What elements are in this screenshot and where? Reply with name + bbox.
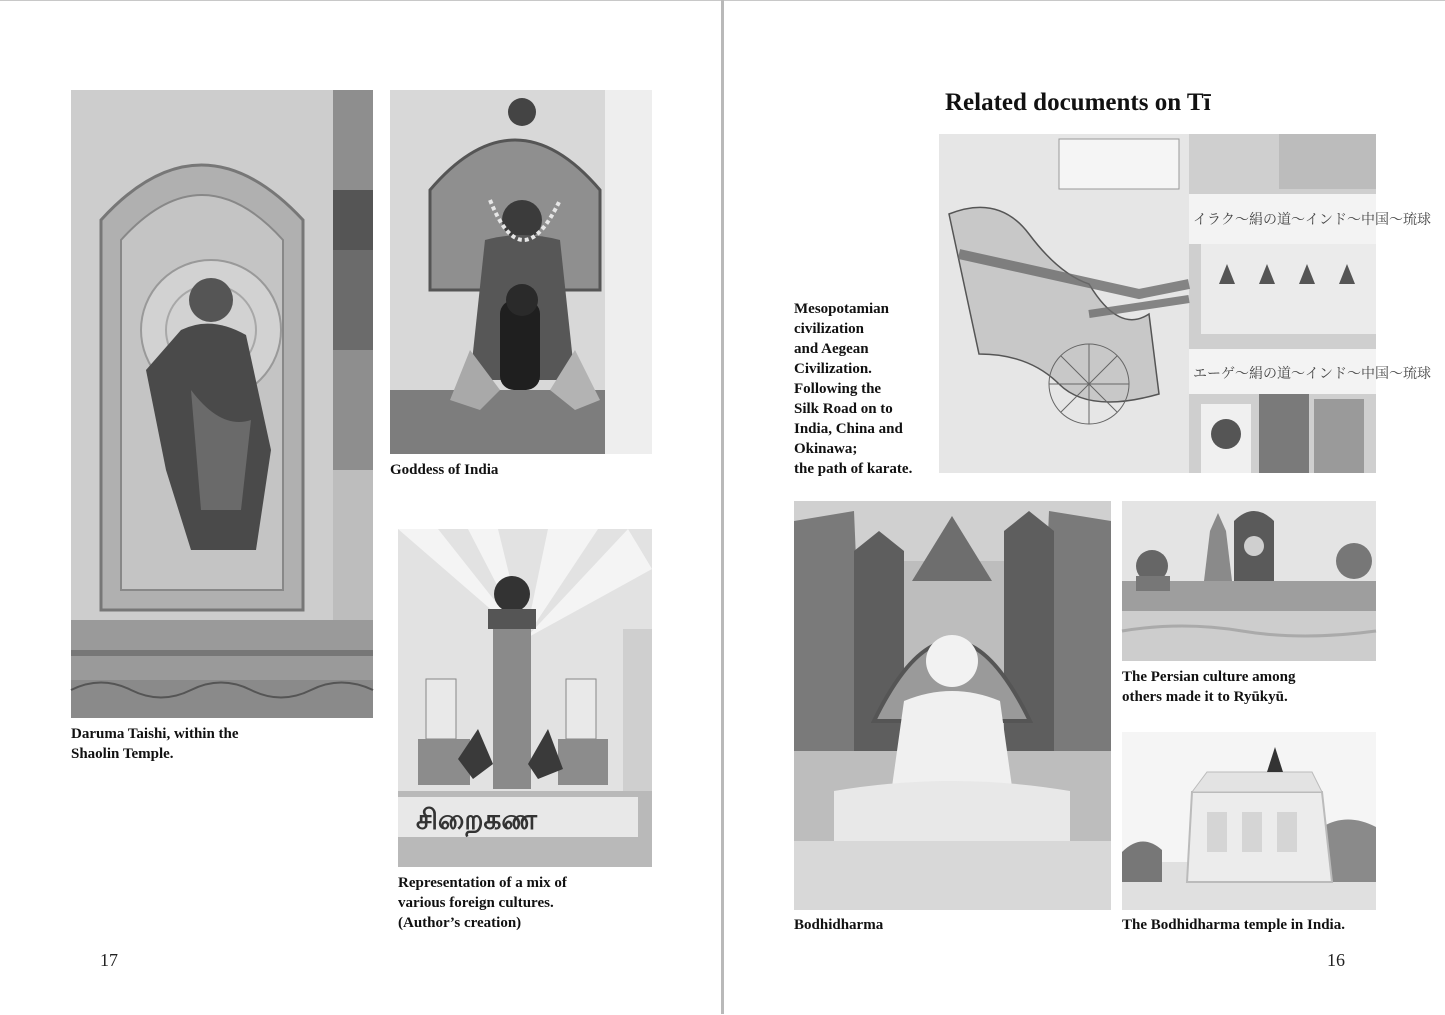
- map-caption: Mesopotamian civilization and Aegean Civilization. Following the Silk Road on to India, China and Okinawa; the path of karate.: [794, 301, 913, 477]
- silk-road-map-photo: [939, 134, 1431, 473]
- photo-sign-text: சிறைகண: [416, 803, 538, 836]
- left-page: [0, 0, 721, 1015]
- bodhidharma-caption: Bodhidharma: [794, 917, 884, 933]
- temple-caption: The Bodhidharma temple in India.: [1122, 917, 1345, 933]
- bodhidharma-photo: [794, 501, 1111, 910]
- foreign-culture-caption: Representation of a mix of various foreign cultures. (Author’s creation): [398, 875, 567, 931]
- goddess-photo: [390, 90, 652, 454]
- page-heading: Related documents on Tī: [945, 89, 1211, 116]
- map-banner-text-1: イラク〜絹の道〜インド〜中国〜琉球: [1193, 212, 1431, 228]
- daruma-caption: Daruma Taishi, within the Shaolin Temple.: [71, 726, 239, 762]
- temple-photo: [1122, 732, 1376, 910]
- page-number-right: 16: [1327, 950, 1345, 970]
- goddess-caption: Goddess of India: [390, 462, 499, 478]
- persian-photo: [1122, 501, 1376, 661]
- page-number-left: 17: [100, 950, 118, 970]
- foreign-culture-photo: [398, 529, 652, 867]
- right-page: [724, 0, 1445, 1015]
- persian-caption: The Persian culture among others made it to Ryūkyū.: [1122, 669, 1296, 705]
- map-banner-text-2: エーゲ〜絹の道〜インド〜中国〜琉球: [1193, 366, 1431, 382]
- daruma-photo: [71, 90, 373, 718]
